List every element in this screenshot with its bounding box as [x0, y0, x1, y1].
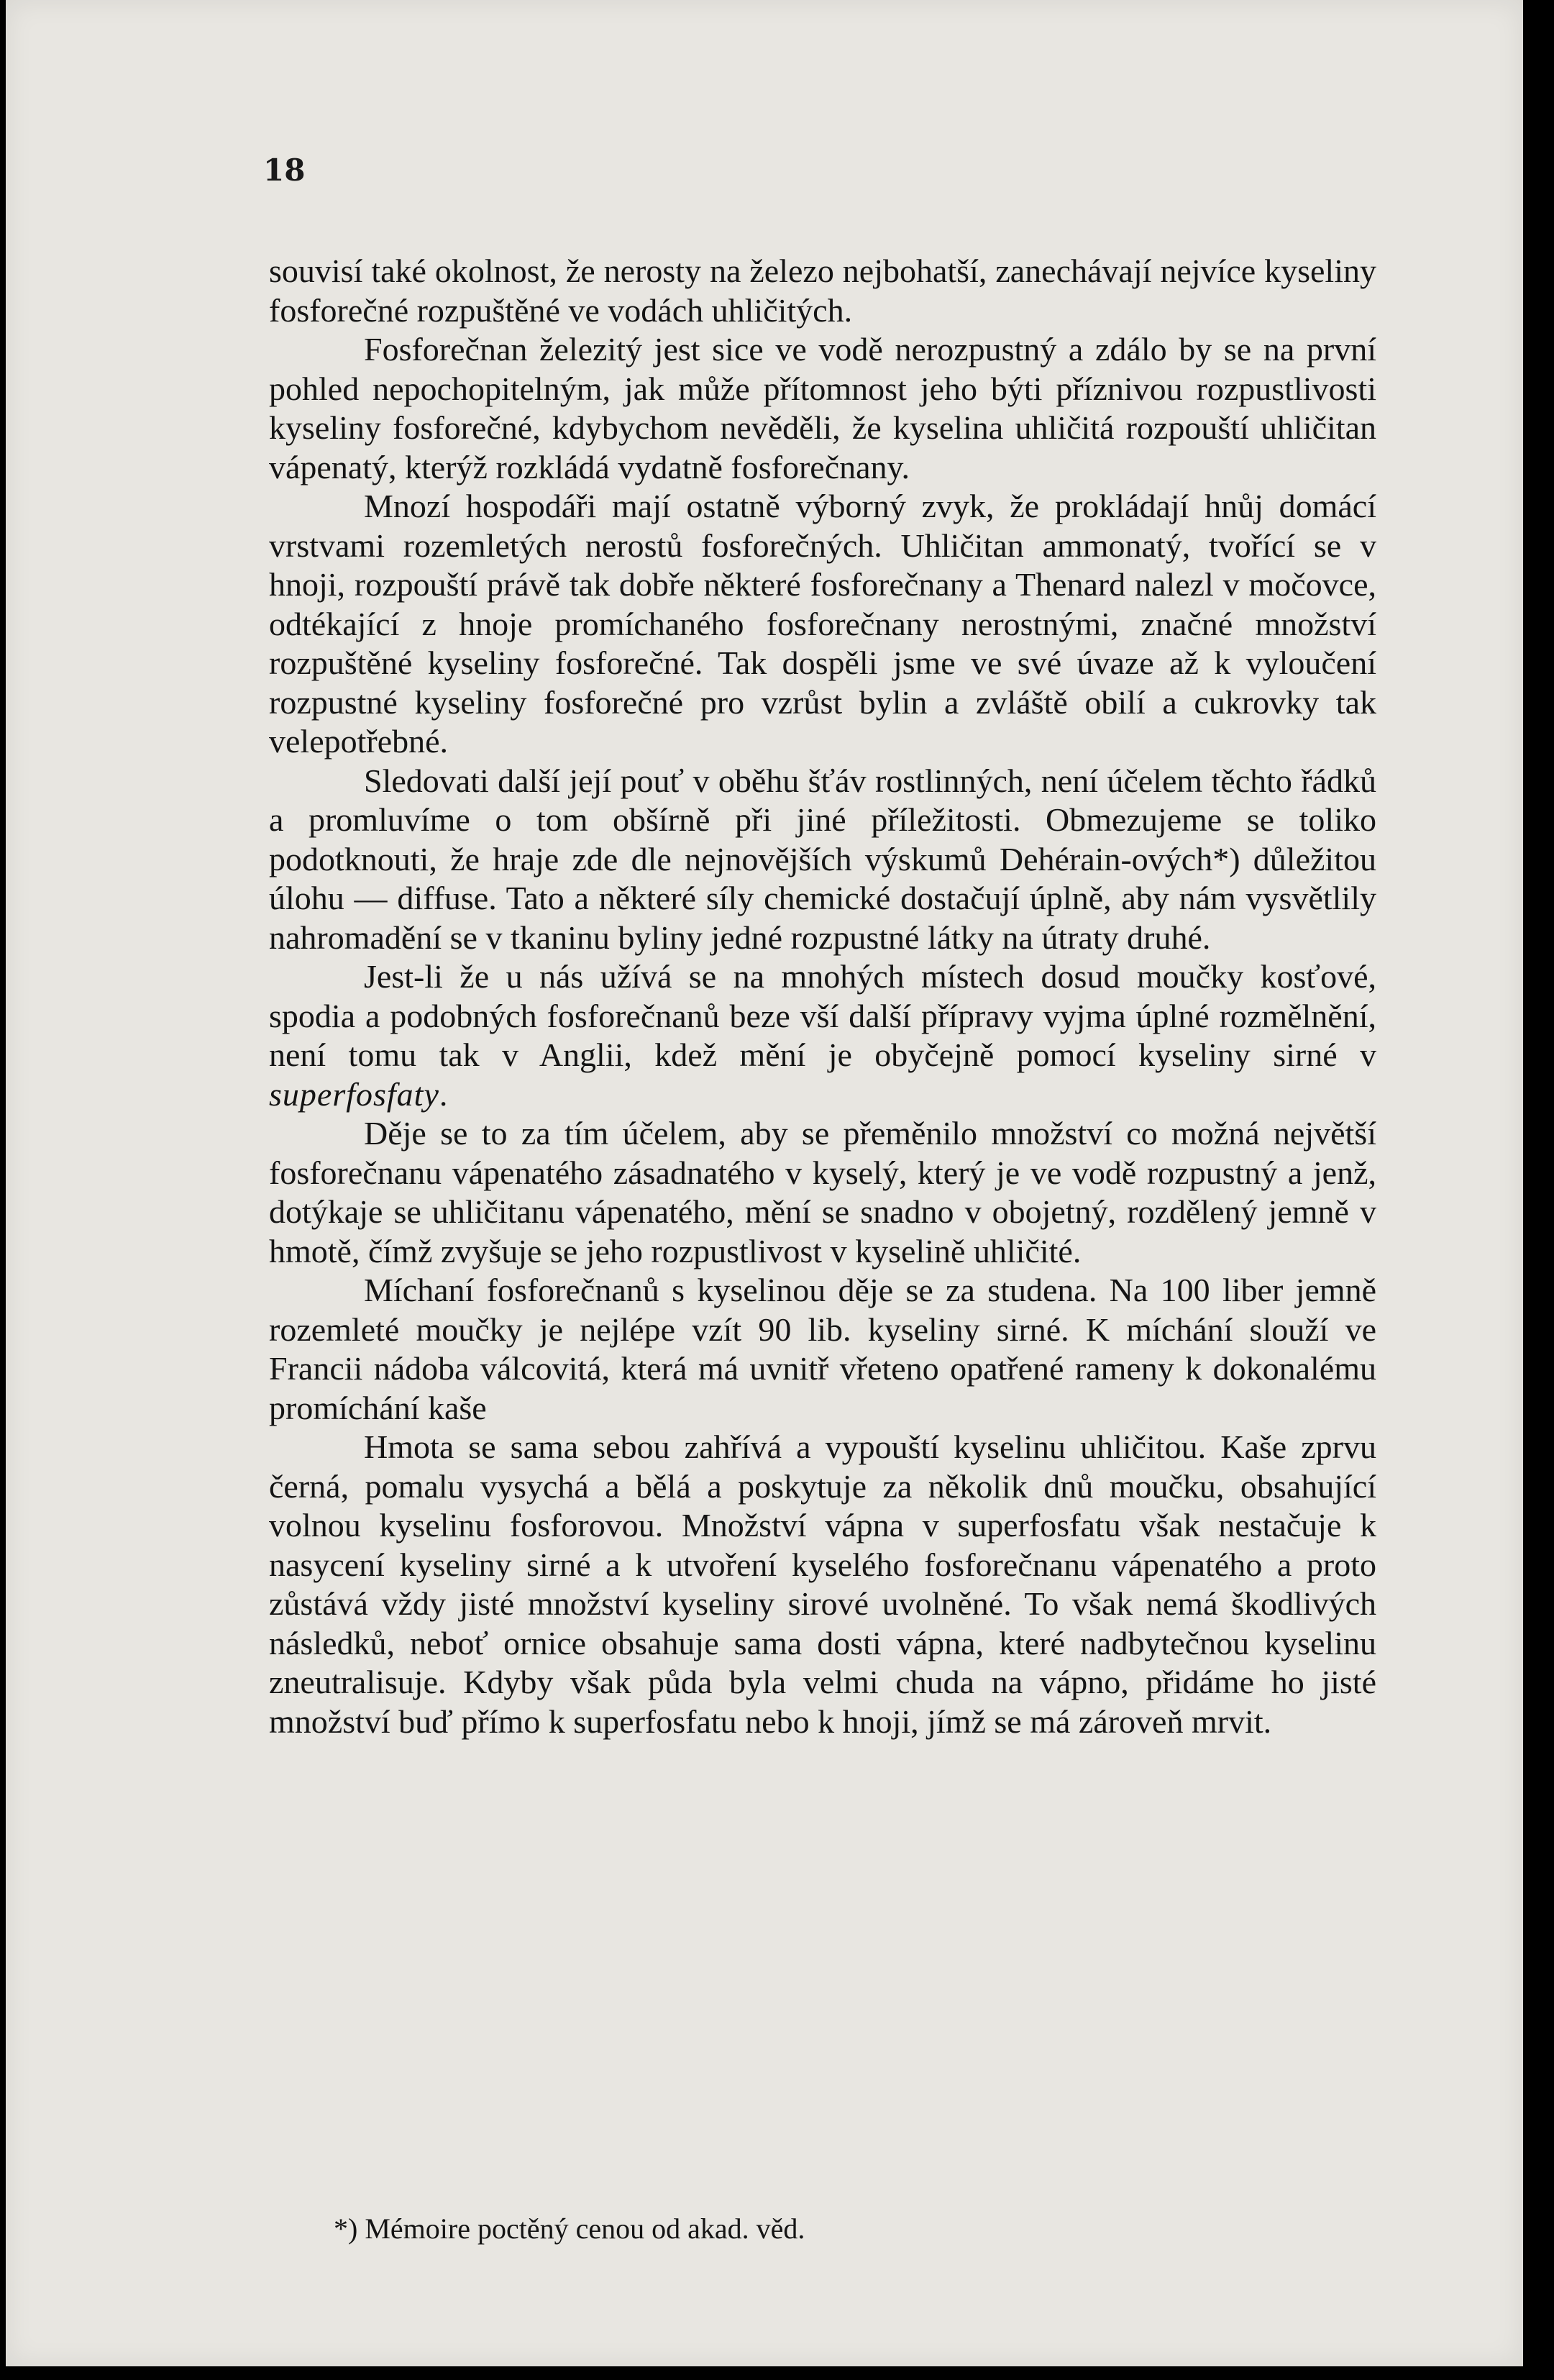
- footnote: *) Mémoire poctěný cenou od akad. věd.: [334, 2212, 805, 2245]
- paragraph: Sledovati další její pouť v oběhu šťáv rostlinných, není účelem těchto řádků a promluvíme o tom obšírně při jiné příležitosti. Obmezujeme se toliko podotknouti, že hraje zde dle nejnovějších výskumů Dehérain-ových*) důležitou úlohu — diffuse. Tato a některé síly chemické dostačují úplně, aby nám vysvětlily nahromadění se v tkaninu byliny jedné rozpustné látky na útraty druhé.: [269, 762, 1376, 956]
- paragraph: Mnozí hospodáři mají ostatně výborný zvyk, že prokládají hnůj domácí vrstvami rozemletých nerostů fosforečných. Uhličitan ammonatý, tvořící se v hnoji, rozpouští právě tak dobře některé fosforečnany a Thenard nalezl v močovce, odtékající z hnoje promíchaného fosforečnany nerostnými, značné množství rozpuštěné kyseliny fosforečné. Tak dospěli jsme ve své úvaze až k vyloučení rozpustné kyseliny fosforečné pro vzrůst bylin a zvláště obilí a cukrovky tak velepotřebné.: [269, 488, 1376, 760]
- paragraph: Míchaní fosforečnanů s kyselinou děje se za studena. Na 100 liber jemně rozemleté moučky je nejlépe vzít 90 lib. kyseliny sirné. K míchání slouží ve Francii nádoba válcovitá, která má uvnitř vřeteno opatřené rameny k dokonalému promíchání kaše: [269, 1272, 1376, 1426]
- paper-sheet: [6, 0, 1523, 2366]
- article-body: [269, 252, 1376, 1741]
- paragraph: Hmota se sama sebou zahřívá a vypouští kyselinu uhličitou. Kaše zprvu černá, pomalu vysychá a bělá a poskytuje za několik dnů moučku, obsahující volnou kyselinu fosforovou. Množství vápna v superfosfatu však nestačuje k nasycení kyseliny sirné a k utvoření kyselého fosforečnanu vápenatého a proto zůstává vždy jisté množství kyseliny sirové uvolněné. To však nemá škodlivých následků, neboť ornice obsahuje sama dosti vápna, které nadbytečnou kyselinu zneutralisuje. Kdyby však půda byla velmi chuda na vápno, přidáme ho jisté množství buď přímo k superfosfatu nebo k hnoji, jímž se má zároveň mrvit.: [269, 1428, 1376, 1740]
- emphasized-term: superfosfaty: [269, 1075, 439, 1113]
- paragraph: souvisí také okolnost, že nerosty na železo nejbohatší, zanechávají nejvíce kyseliny fosforečné rozpuštěné ve vodách uhličitých.: [269, 252, 1376, 329]
- page-number: 18: [263, 152, 306, 188]
- paragraph: Děje se to za tím účelem, aby se přeměnilo množství co možná největší fosforečnanu vápenatého zásadnatého v kyselý, který je ve vodě rozpustný a jenž, dotýkaje se uhličitanu vápenatého, mění se snadno v obojetný, rozdělený jemně v hmotě, čímž zvyšuje se jeho rozpustlivost v kyselině uhličité.: [269, 1115, 1376, 1269]
- paragraph-text: Jest-li že u nás užívá se na mnohých místech dosud moučky kosťové, spodia a podobných fosforečnanů beze vší další přípravy vyjma úplné rozmělnění, není tomu tak v Anglii, kdež mění je obyčejně pomocí kyseliny sirné v: [269, 958, 1376, 1073]
- paragraph-punctuation: .: [439, 1075, 448, 1113]
- paragraph: [269, 957, 1376, 1114]
- paragraph: Fosforečnan železitý jest sice ve vodě nerozpustný a zdálo by se na první pohled nepochopitelným, jak může přítomnost jeho býti příznivou rozpustlivosti kyseliny fosforečné, kdybychom nevěděli, že kyselina uhličitá rozpouští uhličitan vápenatý, kterýž rozkládá vydatně fosforečnany.: [269, 331, 1376, 485]
